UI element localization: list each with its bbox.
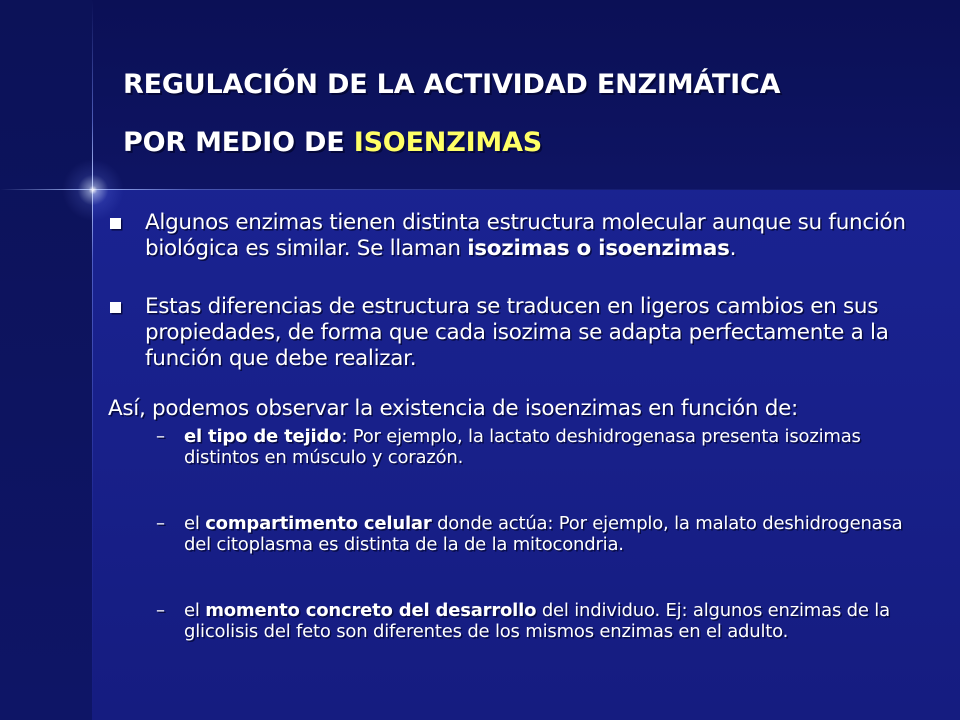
sub-item [108,600,928,642]
bullet-item [108,210,928,262]
sub-item-bold-term: compartimento celular [205,513,432,534]
slide-title [123,56,923,172]
bullet-text-end: . [729,236,737,261]
content-body [108,210,928,642]
sub-item-text: donde actúa: Por ejemplo, la malato deshidrogenasa del citoplasma es distinta de la de la mitocondria. [184,513,903,555]
intro-paragraph: Así, podemos observar la existencia de isoenzimas en función de: [108,396,798,421]
sub-item-text: del individuo. Ej: algunos enzimas de la glicolisis del feto son diferentes de los mismos enzimas en el adulto. [184,600,890,642]
title-line-1: REGULACIÓN DE LA ACTIVIDAD ENZIMÁTICA [123,69,781,100]
title-highlight: ISOENZIMAS [353,127,543,158]
bullet-text: Algunos enzimas tienen distinta estructura molecular aunque su función biológica es similar. Se llaman [145,210,906,261]
left-band [0,0,92,720]
sub-item-bold-term: el tipo de tejido [184,426,342,447]
dash-bullet: – [156,600,165,621]
title-line-2-prefix: POR MEDIO DE [123,127,354,158]
sub-item [108,426,928,468]
title-line-2 [123,114,923,172]
dash-bullet: – [156,513,165,534]
horizontal-accent-line [0,189,960,190]
sub-item [108,513,928,555]
dash-bullet: – [156,426,165,447]
sub-item-prefix: el [184,513,206,534]
square-bullet-icon [110,302,121,313]
bullet-bold-term: isozimas o isoenzimas [467,236,730,261]
sub-item-text: : Por ejemplo, la lactato deshidrogenasa presenta isozimas distintos en músculo y corazón. [184,426,861,468]
vertical-accent-line [92,0,93,720]
sub-item-bold-term: momento concreto del desarrollo [205,600,537,621]
bullet-item [108,294,928,372]
square-bullet-icon [110,218,121,229]
sub-item-prefix: el [184,600,206,621]
bullet-text: Estas diferencias de estructura se traducen en ligeros cambios en sus propiedades, de forma que cada isozima se adapta perfectamente a la función que debe realizar. [145,294,889,371]
